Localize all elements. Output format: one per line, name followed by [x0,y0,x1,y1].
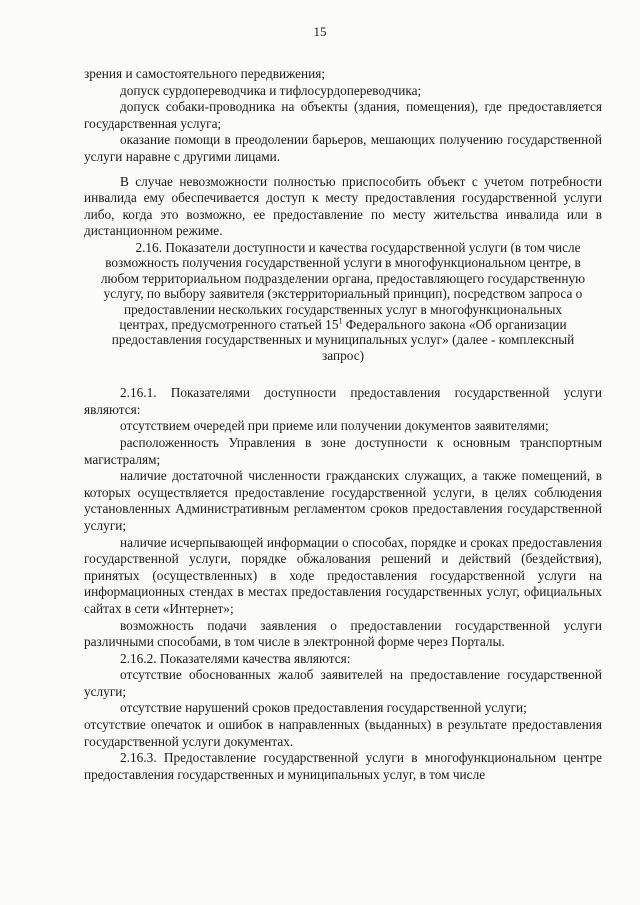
paragraph-sign-interpreter: допуск сурдопереводчика и тифлосурдопереводчика; [120,82,422,98]
paragraph-no-complaints: отсутствие обоснованных жалоб заявителей на предоставление государственной услуги; [84,667,602,699]
heading-text-part-2: Федерального закона «Об организации предоставления государственных и муниципальных услуг» (далее - комплексный запрос) [111,316,575,363]
paragraph-application-methods: возможность подачи заявления о предоставлении государственной услуги различными способами, в том числе в электронной форме через Порталы. [84,617,602,650]
paragraph-2-16-2: 2.16.2. Показателями качества являются: [120,650,351,666]
paragraph-location: расположенность Управления в зоне доступности к основным транспортным магистралям; [84,434,602,467]
paragraph-no-queues: отсутствием очередей при приеме или получении документов заявителями; [120,418,549,434]
heading-text-part-1: 2.16. Показатели доступности и качества государственной услуги (в том числе возможность получения государственной услуги в многофункциональном центре, в любом территориальном подразделении органа, предоставляющего государственную услугу, по выбору заявителя (экстерриториальный принцип), посредством запроса о предоставлении нескольких государственных услуг в многофункциональных центрах, предусмотренного статьей 15 [100,239,586,332]
section-heading-2-16 [98,240,588,363]
paragraph-2-16-3: 2.16.3. Предоставление государственной услуги в многофункциональном центре предоставления государственных и муниципальных услуг, в том числе [84,750,602,782]
paragraph-staff-sufficiency: наличие достаточной численности гражданских служащих, а также помещений, в которых осуществляется предоставление государственной услуги, в целях соблюдения установленных Административным регламентом сроков предоставления государственной услуги; [84,468,602,533]
paragraph-impossibility-case: В случае невозможности полностью приспособить объект с учетом потребности инвалида ему обеспечивается доступ к месту предоставления государственной услуги либо, когда это возможно, ее предоставление по месту жительства инвалида или в дистанционном режиме. [84,173,602,239]
paragraph-no-typos: отсутствие опечаток и ошибок в направленных (выданных) в результате предоставления государственной услуги документах. [84,717,602,749]
paragraph-vision-continuation: зрения и самостоятельного передвижения; [84,66,326,81]
paragraph-2-16-1: 2.16.1. Показателями доступности предоставления государственной услуги являются: [84,385,602,417]
paragraph-barrier-assistance: оказание помощи в преодолении барьеров, мешающих получению государственной услуги наравне с другими лицами. [84,132,602,164]
paragraph-no-deadline-violations: отсутствие нарушений сроков предоставления государственной услуги; [120,700,527,716]
heading-superscript: 1 [338,316,343,326]
page-number: 15 [313,24,327,39]
document-body [84,66,602,783]
paragraph-guide-dog: допуск собаки-проводника на объекты (здания, помещения), где предоставляется государственная услуга; [84,99,602,131]
paragraph-exhaustive-info: наличие исчерпывающей информации о способах, порядке и сроках предоставления государственной услуги, порядке обжалования решений и действий (бездействия), принятых (осуществленных) в ходе предоставления государственной услуги на информационных стендах в местах предоставления государственных услуг, официальных сайтах в сети «Интернет»; [84,534,602,616]
